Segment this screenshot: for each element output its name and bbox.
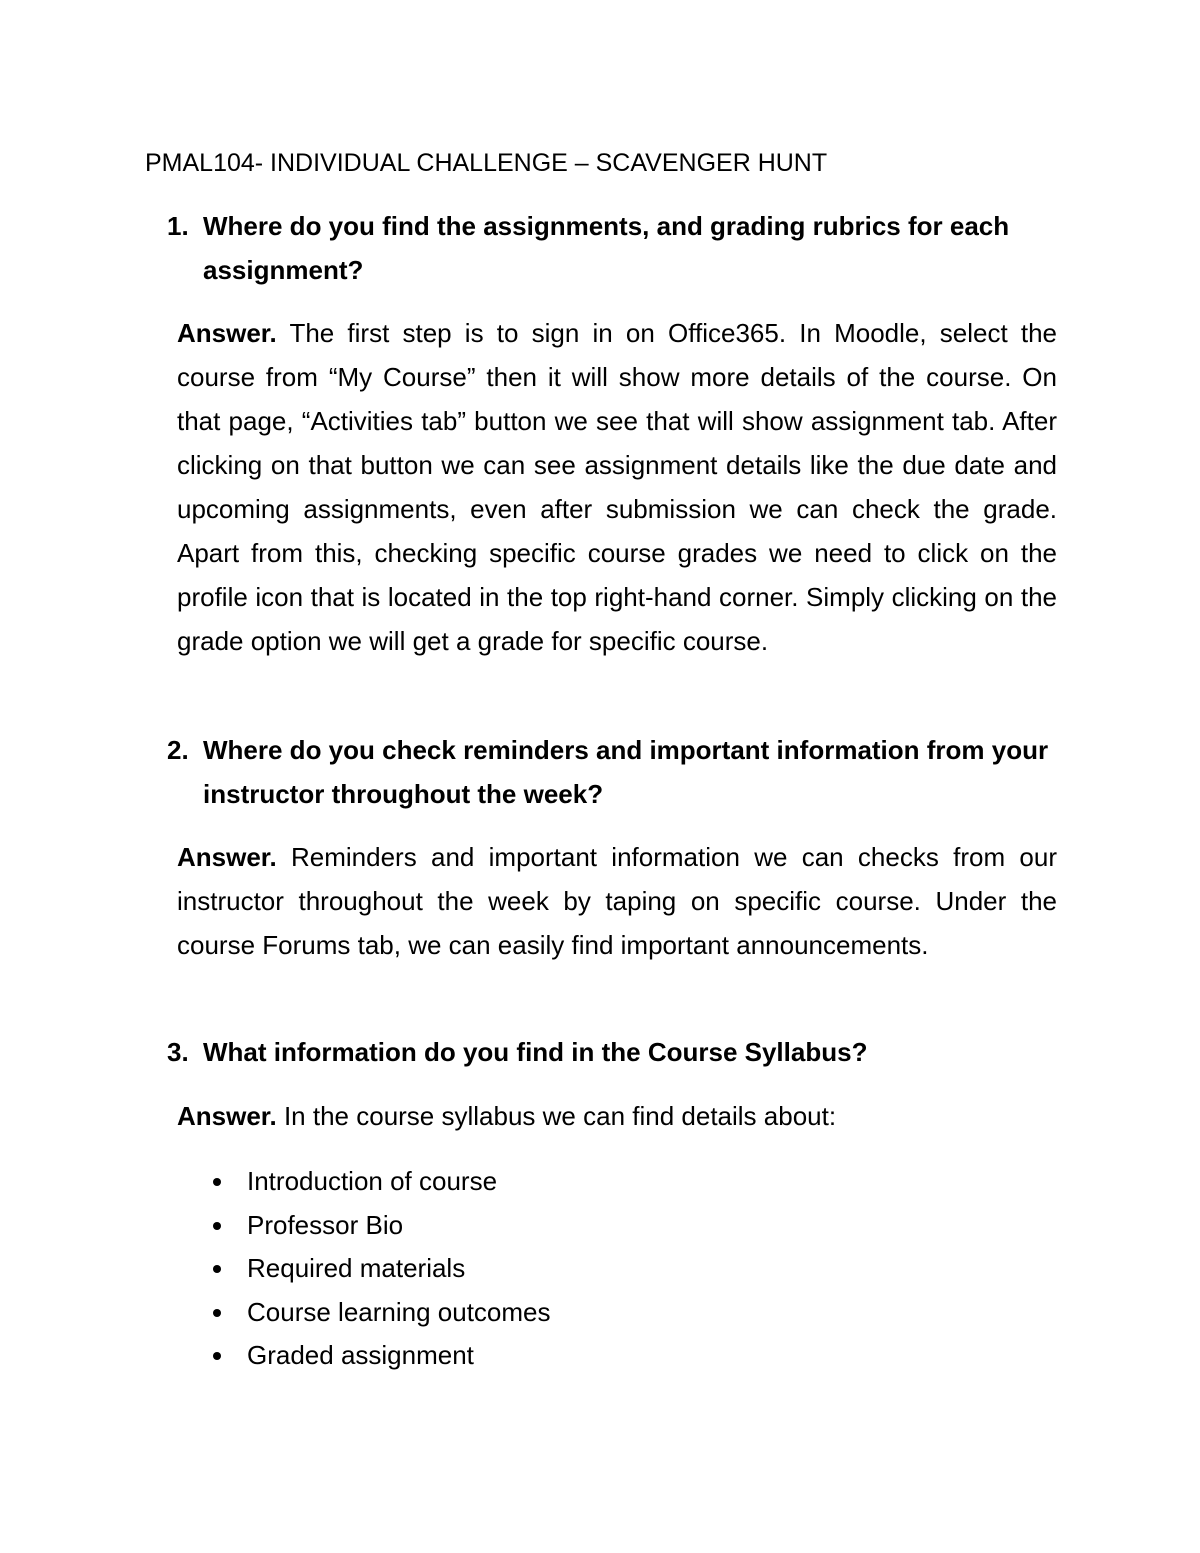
question-text: Where do you check reminders and important information from your instructor throughout the week?: [203, 735, 1049, 809]
bullet-icon: [213, 1178, 221, 1186]
document-title: PMAL104- INDIVIDUAL CHALLENGE – SCAVENGER HUNT: [145, 149, 828, 177]
list-item-text: Professor Bio: [247, 1209, 404, 1240]
bullet-icon: [213, 1222, 221, 1230]
answer-text: Reminders and important information we can checks from our instructor throughout the week by taping on specific course. Under the course Forums tab, we can easily find important announcements.: [177, 842, 1057, 960]
syllabus-bullet-list: [205, 1160, 805, 1378]
question-number: 2.: [167, 735, 189, 765]
list-item-text: Introduction of course: [247, 1166, 498, 1196]
list-item-text: Graded assignment: [247, 1340, 474, 1371]
bullet-icon: [213, 1265, 221, 1273]
answer-1: [177, 311, 1057, 663]
list-item-text: Course learning outcomes: [247, 1296, 551, 1327]
question-number: 1.: [167, 211, 189, 241]
answer-text: The first step is to sign in on Office365. In Moodle, select the course from “My Course” then it will show more details of the course. On that page, “Activities tab” button we see that will show assignment tab. After clicking on that button we can see assignment details like the due date and upcoming assignments, even after submission we can check the grade. Apart from this, checking specific course grades we need to click on the profile icon that is located in the top right-hand corner. Simply clicking on the grade option we will get a grade for specific course.: [177, 318, 1057, 656]
list-item: [205, 1160, 805, 1204]
question-number: 3.: [167, 1037, 189, 1067]
question-2: [167, 728, 1059, 816]
answer-3: [177, 1094, 1057, 1138]
list-item: [205, 1334, 805, 1378]
list-item: [205, 1247, 805, 1291]
question-text: Where do you find the assignments, and grading rubrics for each assignment?: [203, 211, 1010, 285]
question-text: What information do you find in the Course Syllabus?: [203, 1037, 868, 1067]
list-item: [205, 1204, 805, 1248]
answer-2: [177, 835, 1057, 967]
list-item: [205, 1291, 805, 1335]
list-item-text: Required materials: [247, 1253, 466, 1284]
question-1: [167, 204, 1059, 292]
question-3: [167, 1030, 1059, 1074]
answer-text: In the course syllabus we can find details about:: [283, 1101, 837, 1131]
answer-label: Answer.: [177, 318, 277, 348]
bullet-icon: [213, 1309, 221, 1317]
bullet-icon: [213, 1352, 221, 1360]
answer-label: Answer.: [177, 1101, 277, 1131]
answer-label: Answer.: [177, 842, 277, 872]
